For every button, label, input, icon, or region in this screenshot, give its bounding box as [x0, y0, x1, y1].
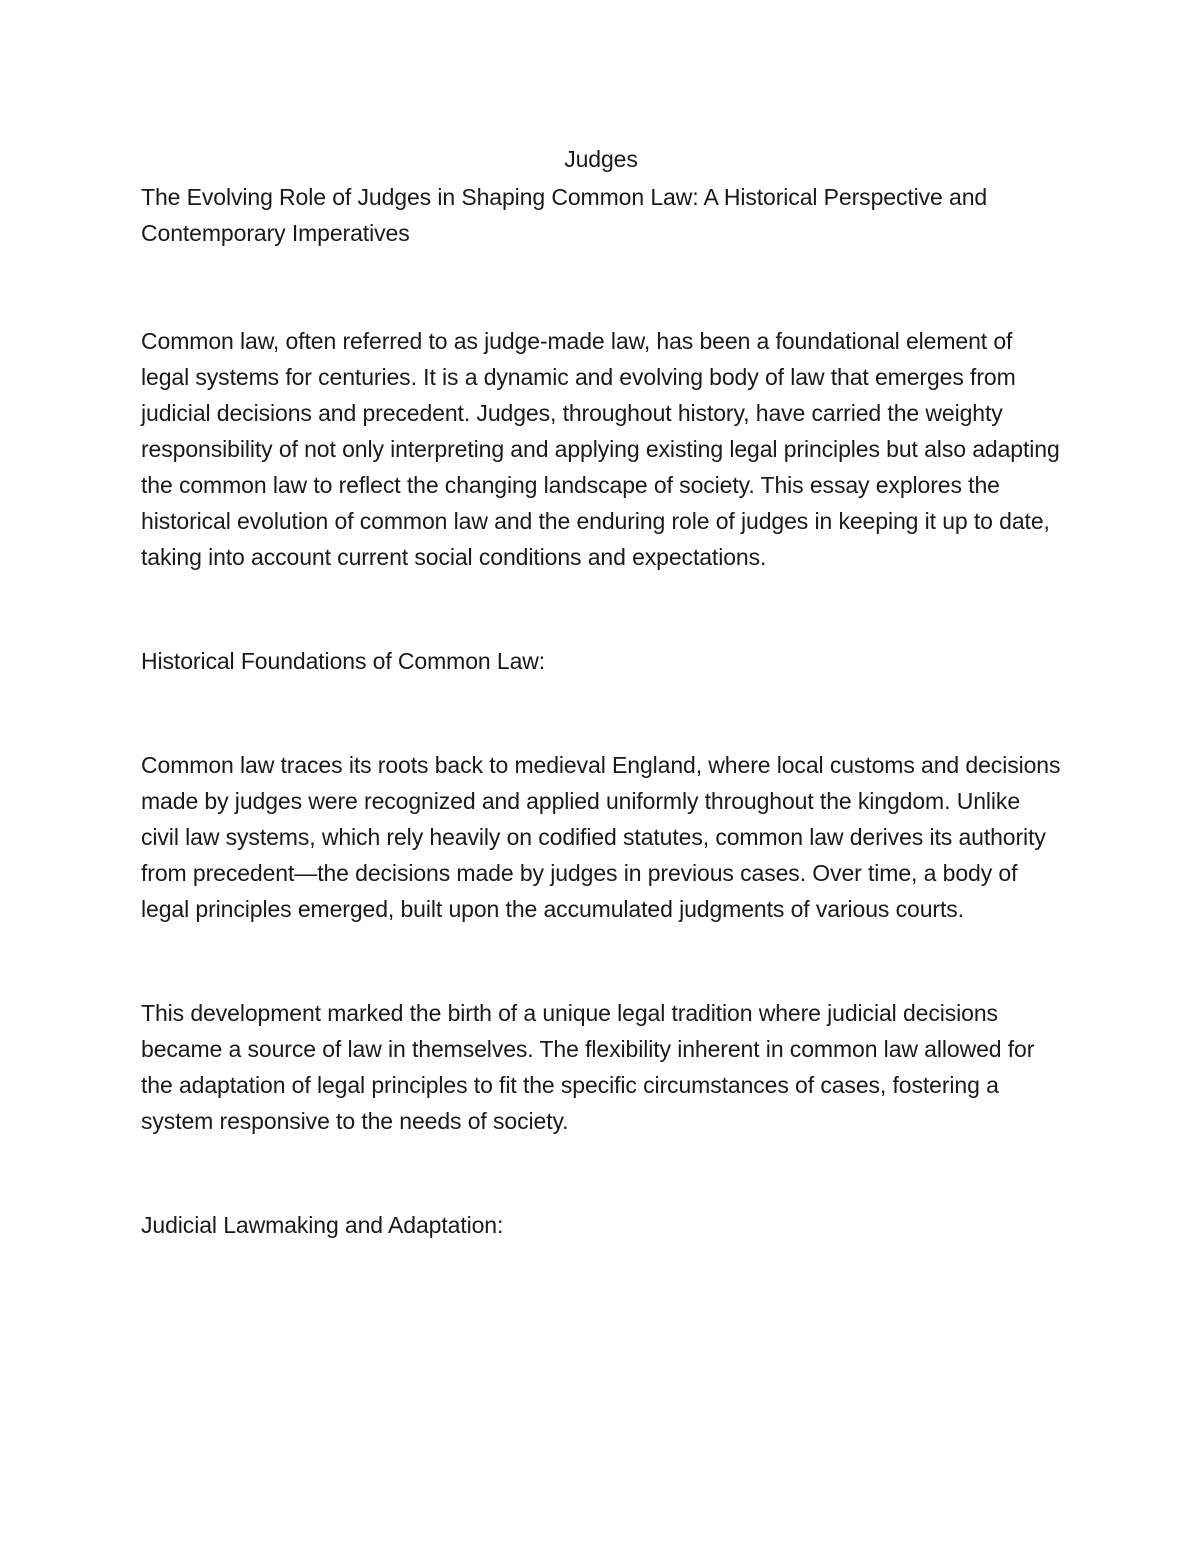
- document-subtitle: The Evolving Role of Judges in Shaping Common Law: A Historical Perspective and Contemporary Imperatives: [141, 184, 988, 246]
- document-title: Judges: [564, 146, 638, 172]
- paragraph-medieval-roots: Common law traces its roots back to medieval England, where local customs and decisions made by judges were recognized and applied uniformly throughout the kingdom. Unlike civil law systems, which rely heavily on codified statutes, common law derives its authority from precedent—the decisions made by judges in previous cases. Over time, a body of legal principles emerged, built upon the accumulated judgments of various courts.: [141, 752, 1061, 922]
- paragraph-legal-tradition: This development marked the birth of a unique legal tradition where judicial decisions became a source of law in themselves. The flexibility inherent in common law allowed for the adaptation of legal principles to fit the specific circumstances of cases, fostering a system responsive to the needs of society.: [141, 1000, 1035, 1134]
- section-heading-judicial-lawmaking: Judicial Lawmaking and Adaptation:: [141, 1212, 504, 1238]
- section-heading-historical-foundations: Historical Foundations of Common Law:: [141, 648, 546, 674]
- paragraph-intro: Common law, often referred to as judge-made law, has been a foundational element of legal systems for centuries. It is a dynamic and evolving body of law that emerges from judicial decisions and precedent. Judges, throughout history, have carried the weighty responsibility of not only interpreting and applying existing legal principles but also adapting the common law to reflect the changing landscape of society. This essay explores the historical evolution of common law and the enduring role of judges in keeping it up to date, taking into account current social conditions and expectations.: [141, 328, 1060, 570]
- document-body: [141, 141, 1061, 1243]
